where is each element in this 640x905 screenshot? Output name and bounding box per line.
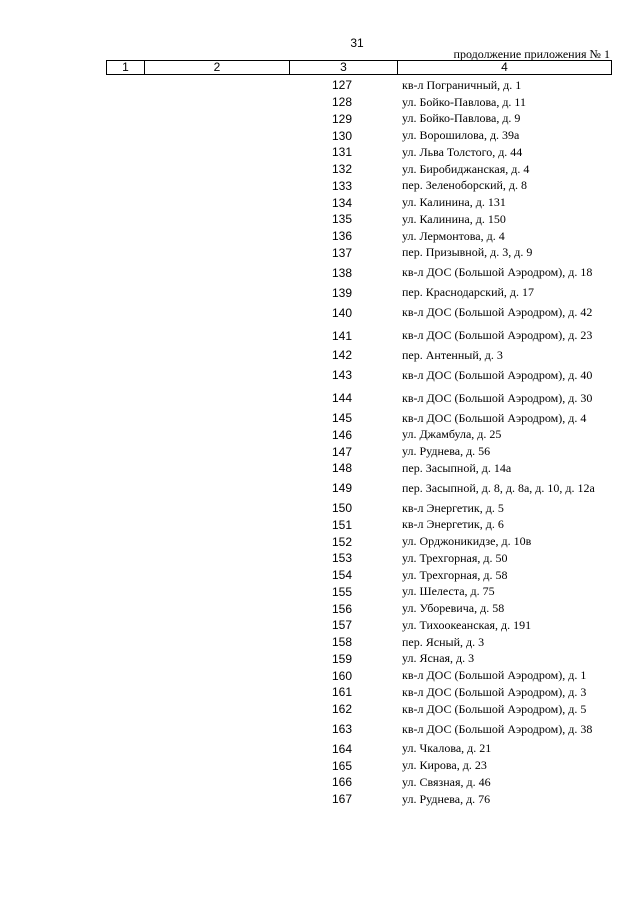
table-row (0, 77, 640, 94)
table-header (106, 60, 612, 75)
row-address: ул. Льва Толстого, д. 44 (402, 144, 523, 159)
column-header-3: 3 (290, 61, 398, 74)
row-address: ул. Ясная, д. 3 (402, 651, 475, 666)
table-row (0, 584, 640, 601)
table-row (0, 427, 640, 444)
row-address: кв-л ДОС (Большой Аэродром), д. 30 (402, 390, 593, 405)
row-number: 151 (331, 517, 353, 532)
continuation-label: продолжение приложения № 1 (453, 47, 610, 61)
row-address: кв-л ДОС (Большой Аэродром), д. 5 (402, 701, 587, 716)
table-row (0, 443, 640, 460)
table-row (0, 460, 640, 477)
row-number: 137 (331, 245, 353, 260)
row-number: 156 (331, 601, 353, 616)
row-address: кв-л ДОС (Большой Аэродром), д. 4 (402, 410, 587, 425)
row-address: ул. Тихоокеанская, д. 191 (402, 617, 532, 632)
row-number: 162 (331, 702, 353, 717)
row-number: 152 (331, 534, 353, 549)
row-address: ул. Ворошилова, д. 39а (402, 128, 520, 143)
row-address: кв-л Энергетик, д. 5 (402, 500, 504, 515)
table-row (0, 410, 640, 427)
row-address: ул. Шелеста, д. 75 (402, 584, 495, 599)
table-row (0, 667, 640, 684)
table-row (0, 701, 640, 718)
row-number: 167 (331, 792, 353, 807)
column-header-2: 2 (145, 61, 290, 74)
row-address: ул. Трехгорная, д. 58 (402, 567, 508, 582)
row-number: 154 (331, 568, 353, 583)
row-number: 130 (331, 128, 353, 143)
table-row (0, 651, 640, 668)
row-address: пер. Антенный, д. 3 (402, 347, 503, 362)
row-address: ул. Чкалова, д. 21 (402, 741, 492, 756)
row-address: кв-л ДОС (Большой Аэродром), д. 18 (402, 265, 593, 280)
table-row (0, 211, 640, 228)
row-number: 158 (331, 635, 353, 650)
row-number: 148 (331, 461, 353, 476)
row-address: ул. Лермонтова, д. 4 (402, 228, 505, 243)
row-number: 161 (331, 685, 353, 700)
table-row (0, 634, 640, 651)
row-address: ул. Руднева, д. 56 (402, 444, 491, 459)
row-number: 160 (331, 668, 353, 683)
row-address: ул. Биробиджанская, д. 4 (402, 161, 530, 176)
table-row (0, 718, 640, 741)
row-address: пер. Краснодарский, д. 17 (402, 285, 535, 300)
table-row (0, 245, 640, 262)
table-row (0, 94, 640, 111)
table-row (0, 533, 640, 550)
row-number: 153 (331, 551, 353, 566)
table-row (0, 600, 640, 617)
row-address: кв-л Энергетик, д. 6 (402, 517, 504, 532)
table-row (0, 741, 640, 758)
row-address: ул. Калинина, д. 131 (402, 195, 506, 210)
row-number: 163 (331, 722, 353, 736)
row-address: кв-л ДОС (Большой Аэродром), д. 1 (402, 668, 587, 683)
table-row (0, 550, 640, 567)
row-number: 135 (331, 212, 353, 227)
table-row (0, 567, 640, 584)
row-number: 136 (331, 229, 353, 244)
row-address: кв-л Пограничный, д. 1 (402, 77, 522, 92)
table-row (0, 517, 640, 534)
row-number: 131 (331, 145, 353, 160)
table-row (0, 477, 640, 500)
table-row (0, 387, 640, 410)
table-row (0, 791, 640, 808)
row-address: ул. Уборевича, д. 58 (402, 601, 505, 616)
row-address: ул. Руднева, д. 76 (402, 791, 491, 806)
row-number: 143 (331, 368, 353, 383)
row-number: 144 (331, 391, 353, 406)
column-header-4: 4 (501, 60, 508, 74)
row-number: 141 (331, 328, 353, 343)
row-number: 132 (331, 162, 353, 177)
table-row (0, 111, 640, 128)
row-number: 134 (331, 195, 353, 210)
row-number: 166 (331, 775, 353, 790)
row-number: 146 (331, 427, 353, 442)
table-row (0, 684, 640, 701)
row-address: кв-л ДОС (Большой Аэродром), д. 23 (402, 328, 593, 342)
row-number: 164 (331, 741, 353, 756)
column-header-1: 1 (107, 61, 145, 74)
page-number: 31 (350, 36, 364, 50)
row-number: 129 (331, 111, 353, 126)
row-number: 165 (331, 758, 353, 773)
row-address: кв-л ДОС (Большой Аэродром), д. 42 (402, 305, 593, 319)
row-number: 128 (331, 95, 353, 110)
row-number: 133 (331, 178, 353, 193)
table-row (0, 324, 640, 347)
table-row (0, 284, 640, 301)
table-row (0, 161, 640, 178)
table-row (0, 261, 640, 284)
row-address: ул. Связная, д. 46 (402, 774, 491, 789)
row-address: ул. Трехгорная, д. 50 (402, 550, 508, 565)
table-row (0, 194, 640, 211)
row-number: 127 (331, 78, 353, 93)
table-row (0, 178, 640, 195)
table-row (0, 127, 640, 144)
table-row (0, 347, 640, 364)
row-address: кв-л ДОС (Большой Аэродром), д. 3 (402, 684, 587, 699)
row-address: пер. Засыпной, д. 8, д. 8а, д. 10, д. 12а (402, 480, 595, 495)
table-row (0, 500, 640, 517)
row-address: ул. Бойко-Павлова, д. 11 (402, 94, 526, 109)
row-number: 145 (331, 411, 353, 426)
row-number: 159 (331, 651, 353, 666)
row-address: пер. Зеленоборский, д. 8 (402, 178, 528, 193)
row-number: 155 (331, 584, 353, 599)
row-number: 142 (331, 348, 353, 363)
row-number: 150 (331, 501, 353, 516)
row-number: 138 (331, 265, 353, 280)
row-number: 140 (331, 305, 353, 320)
row-address: кв-л ДОС (Большой Аэродром), д. 38 (402, 721, 593, 736)
row-address: ул. Калинина, д. 150 (402, 211, 506, 226)
table-row (0, 144, 640, 161)
row-number: 147 (331, 444, 353, 459)
table-row (0, 364, 640, 387)
row-address: кв-л ДОС (Большой Аэродром), д. 40 (402, 367, 593, 382)
row-address: ул. Орджоникидзе, д. 10в (402, 534, 532, 549)
row-address: пер. Призывной, д. 3, д. 9 (402, 245, 533, 260)
row-address: пер. Засыпной, д. 14а (402, 460, 512, 475)
table-row (0, 774, 640, 791)
table-row (0, 757, 640, 774)
row-address: ул. Джамбула, д. 25 (402, 427, 502, 442)
row-number: 149 (331, 481, 353, 496)
row-address: ул. Бойко-Павлова, д. 9 (402, 111, 521, 126)
address-table-body (0, 77, 640, 808)
table-row (0, 617, 640, 634)
row-number: 157 (331, 618, 353, 633)
table-row (0, 301, 640, 324)
table-row (0, 228, 640, 245)
row-address: ул. Кирова, д. 23 (402, 758, 487, 773)
row-number: 139 (331, 285, 353, 300)
row-address: пер. Ясный, д. 3 (402, 634, 485, 649)
